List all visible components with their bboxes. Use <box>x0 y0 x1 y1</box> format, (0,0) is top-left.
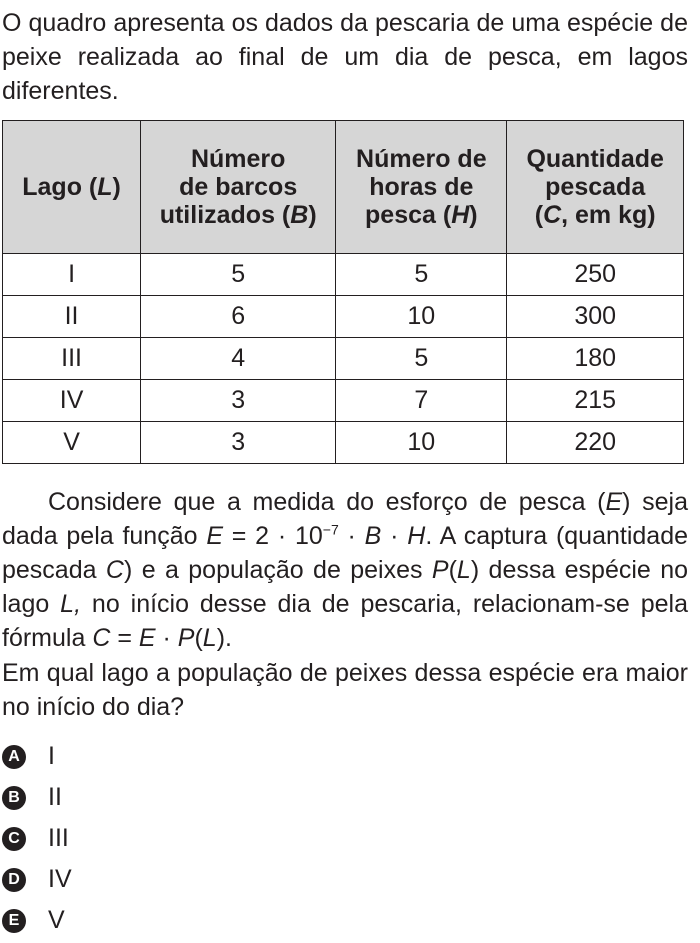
cell-hours: 10 <box>336 422 507 464</box>
table-row <box>3 380 684 422</box>
cell-lake: II <box>3 296 141 338</box>
option-letter-badge: E <box>2 909 26 933</box>
option-text: I <box>48 742 55 770</box>
cell-boats: 5 <box>141 254 336 296</box>
option-b[interactable] <box>2 777 72 818</box>
table-header-row <box>3 121 684 254</box>
option-a[interactable] <box>2 736 72 777</box>
table-row <box>3 296 684 338</box>
option-text: II <box>48 783 62 811</box>
cell-hours: 7 <box>336 380 507 422</box>
cell-hours: 5 <box>336 338 507 380</box>
cell-boats: 6 <box>141 296 336 338</box>
fishing-data-table <box>2 120 684 464</box>
option-text: V <box>48 906 65 934</box>
answer-options <box>2 736 72 941</box>
header-lake: Lago (L) <box>3 121 141 254</box>
cell-quantity: 250 <box>507 254 684 296</box>
cell-quantity: 215 <box>507 380 684 422</box>
option-text: IV <box>48 865 72 893</box>
cell-quantity: 180 <box>507 338 684 380</box>
table-row <box>3 422 684 464</box>
cell-lake: I <box>3 254 141 296</box>
intro-paragraph: O quadro apresenta os dados da pescaria de uma espécie de peixe realizada ao final de um dia de pesca, em lagos diferentes. <box>2 9 688 105</box>
cell-lake: III <box>3 338 141 380</box>
cell-quantity: 300 <box>507 296 684 338</box>
consider-paragraph: Considere que a medida do esforço de pesca (E) seja dada pela função $E = 2 \cdot 10^{-7} \cdot B \cdot H$. A captura (quantidade pescada C) e a população de peixes P(L) dessa espécie no lago L, no início desse dia de pescaria, relacionam-se pela fórmula C = E · P(L). <box>2 488 689 652</box>
cell-hours: 5 <box>336 254 507 296</box>
table-row <box>3 254 684 296</box>
option-c[interactable] <box>2 818 72 859</box>
header-boats: Número de barcos utilizados (B) <box>141 121 336 254</box>
option-letter-badge: B <box>2 786 26 810</box>
cell-boats: 4 <box>141 338 336 380</box>
cell-hours: 10 <box>336 296 507 338</box>
option-text: III <box>48 824 69 852</box>
option-letter-badge: C <box>2 827 26 851</box>
cell-quantity: 220 <box>507 422 684 464</box>
cell-boats: 3 <box>141 380 336 422</box>
cell-boats: 3 <box>141 422 336 464</box>
option-d[interactable] <box>2 859 72 900</box>
header-quantity: Quantidade pescada (C, em kg) <box>507 121 684 254</box>
header-hours: Número de horas de pesca (H) <box>336 121 507 254</box>
cell-lake: IV <box>3 380 141 422</box>
cell-lake: V <box>3 422 141 464</box>
option-e[interactable] <box>2 900 72 941</box>
question-text: Em qual lago a população de peixes dessa espécie era maior no início do dia? <box>2 659 688 721</box>
option-letter-badge: D <box>2 868 26 892</box>
table-row <box>3 338 684 380</box>
option-letter-badge: A <box>2 745 26 769</box>
